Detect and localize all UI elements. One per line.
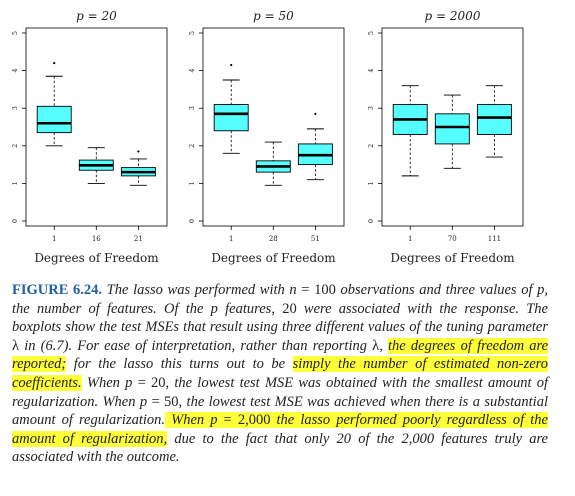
panel-title-2: p = 2000	[424, 9, 481, 23]
caption-text: The lasso was performed with n = 100 observations and three values of p, the number of features. Of the p features, 20 were associated with the response. The boxplots show the test MSEs that result using three different values of the tuning parameter λ in (6.7). For ease of interpretation, rather than reporting λ, the degrees of freedom are reported; for the lasso this turns out to be simply the number of estimated non-zero coefficients. When p = 20, the lowest test MSE was obtained with the smallest amount of regularization. When p = 50, the lowest test MSE was achieved when there is a substantial amount of regularization. When p = 2,000 the lasso performed poorly regardless of the amount of regularization, due to the fact that only 20 of the 2,000 features truly are associated with the outcome.	[12, 282, 549, 466]
y-tick-label-1-1: 1	[188, 181, 196, 186]
y-tick-label-0-5: 5	[11, 30, 19, 36]
x-tick-label-1-2: 51	[310, 235, 320, 243]
x-axis-label-2: Degrees of Freedom	[390, 251, 515, 265]
panel-title-0: p = 20	[76, 9, 117, 23]
y-tick-label-0-1: 1	[11, 181, 19, 186]
y-tick-label-2-5: 5	[367, 30, 375, 36]
y-tick-label-1-0: 0	[188, 218, 196, 224]
x-tick-label-2-2: 111	[487, 235, 502, 243]
x-tick-label-1-1: 28	[268, 235, 278, 243]
outlier-point-1-0-0	[230, 64, 232, 66]
y-tick-label-2-3: 3	[367, 106, 375, 111]
x-tick-label-0-0: 1	[51, 235, 57, 243]
x-axis-label-0: Degrees of Freedom	[34, 251, 159, 265]
figure-label: FIGURE 6.24.	[12, 282, 103, 298]
y-tick-label-0-3: 3	[11, 106, 19, 111]
x-tick-label-1-0: 1	[228, 235, 234, 243]
highlight-p2000-start: When p = 2,000 the lasso performed poorly regardless of the amount of regularization,	[12, 412, 548, 447]
box-0-0	[37, 106, 71, 132]
x-tick-label-2-0: 1	[407, 235, 413, 243]
box-1-0	[214, 104, 248, 130]
x-tick-label-0-1: 16	[91, 235, 101, 243]
y-tick-label-2-0: 0	[367, 218, 375, 224]
y-tick-label-1-5: 5	[188, 30, 196, 36]
y-tick-label-0-2: 2	[11, 143, 19, 148]
y-tick-label-2-2: 2	[367, 143, 375, 148]
outlier-point-0-2-0	[137, 150, 139, 152]
y-tick-label-2-4: 4	[367, 68, 375, 73]
y-tick-label-1-2: 2	[188, 143, 196, 148]
y-tick-label-0-4: 4	[11, 68, 19, 73]
box-2-2	[477, 104, 511, 134]
highlight-degrees-of-freedom: the degrees of freedom are reported;	[12, 337, 549, 373]
outlier-point-1-2-0	[314, 113, 316, 115]
x-tick-label-2-1: 70	[447, 235, 457, 243]
figure-caption	[12, 281, 548, 467]
x-axis-label-1: Degrees of Freedom	[211, 251, 336, 265]
y-tick-label-0-0: 0	[11, 218, 19, 224]
box-2-1	[435, 114, 469, 144]
y-tick-label-1-3: 3	[188, 106, 196, 111]
outlier-point-0-0-0	[53, 62, 55, 64]
highlight-nonzero-coefficients: simply the number of estimated non-zero coefficients.	[12, 356, 549, 391]
y-tick-label-1-4: 4	[188, 68, 196, 73]
panel-title-1: p = 50	[253, 9, 294, 23]
y-tick-label-2-1: 1	[367, 181, 375, 186]
x-tick-label-0-2: 21	[133, 235, 143, 243]
